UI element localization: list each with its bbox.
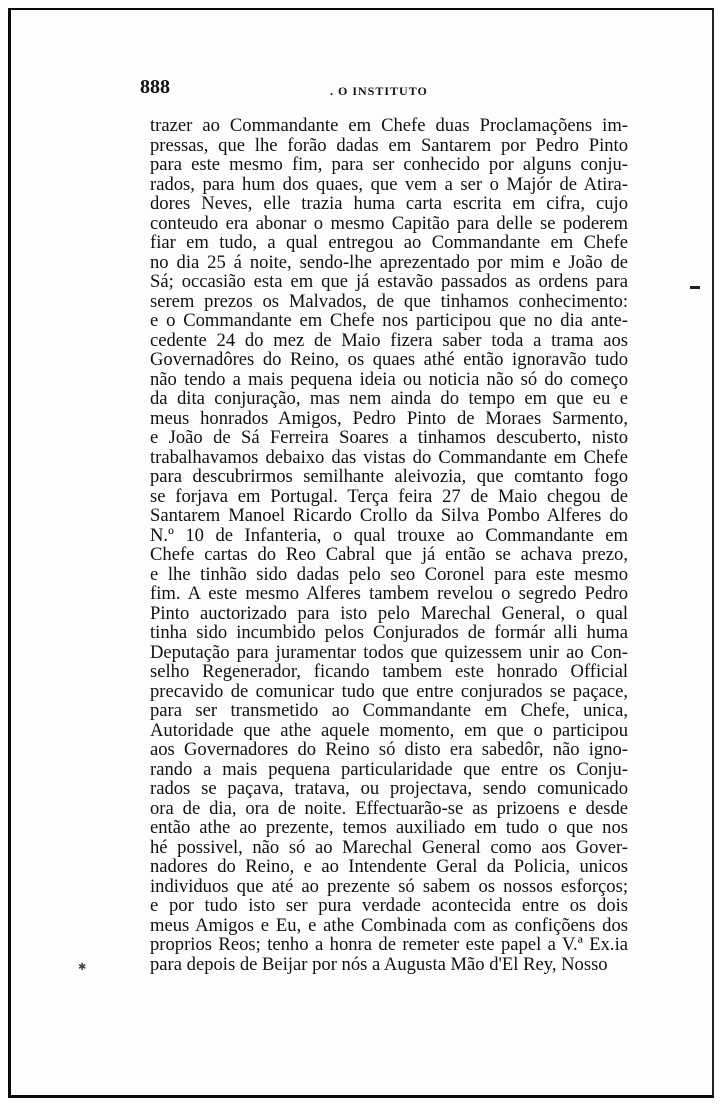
- body-text: [150, 116, 628, 974]
- body-line: rados se paçava, tratava, ou projectava, sendo comunicado: [150, 778, 628, 799]
- margin-dash-mark: [690, 286, 700, 289]
- margin-speck-mark: ✱: [78, 962, 87, 973]
- body-line: tinha sido incumbido pelos Conjurados de formár alli huma: [150, 622, 628, 643]
- body-line: para ser transmetido ao Commandante em Chefe, unica,: [150, 700, 628, 721]
- body-line: da dita conjuração, mas nem ainda do tempo em que eu e: [150, 388, 628, 409]
- body-line: Chefe cartas do Reo Cabral que já então se achava prezo,: [150, 544, 628, 565]
- body-line: para este mesmo fim, para ser conhecido por alguns conju-: [150, 154, 628, 175]
- body-line: serem prezos os Malvados, de que tinhamos conhecimento:: [150, 290, 628, 312]
- body-line: se forjava em Portugal. Terça feira 27 de Maio chegou de: [150, 485, 628, 507]
- body-line: rando a mais pequena particularidade que entre os Conju-: [150, 758, 628, 780]
- body-line: ora de dia, ora de noite. Effectuarão-se as prizoens e desde: [150, 797, 628, 819]
- body-line: Santarem Manoel Ricardo Crollo da Silva Pombo Alferes do: [150, 505, 628, 526]
- page-number: 888: [140, 76, 170, 98]
- body-line: dores Neves, elle trazia huma carta escrita em cifra, cujo: [150, 193, 628, 214]
- body-line: meus Amigos e Eu, e athe Combinada com as confiçõens dos: [150, 914, 628, 936]
- body-line: Governadôres do Reino, os quaes athé então ignoravão tudo: [150, 349, 628, 370]
- running-title-text: O INSTITUTO: [338, 84, 428, 98]
- body-line: precavido de comunicar tudo que entre conjurados se paçace,: [150, 680, 628, 702]
- body-line: trabalhavamos debaixo das vistas do Commandante em Chefe: [150, 446, 628, 468]
- body-line: cedente 24 do mez de Maio fizera saber toda a trama aos: [150, 329, 628, 351]
- body-line: fiar em tudo, a qual entregou ao Commandante em Chefe: [150, 232, 628, 253]
- body-line: meus honrados Amigos, Pedro Pinto de Moraes Sarmento,: [150, 407, 628, 429]
- body-line: Sá; occasião esta em que já estavão passados as ordens para: [150, 271, 628, 292]
- body-line: N.º 10 de Infanteria, o qual trouxe ao Commandante em: [150, 524, 628, 546]
- body-line: não tendo a mais pequena ideia ou noticia não só do começo: [150, 368, 628, 390]
- body-line: Autoridade que athe aquele momento, em que o participou: [150, 719, 628, 741]
- body-line: proprios Reos; tenho a honra de remeter este papel a V.ª Ex.ia: [150, 934, 628, 955]
- body-line: para descubrirmos semilhante aleivozia, que comtanto fogo: [150, 466, 628, 487]
- body-line: aos Governadores do Reino só disto era sabedôr, não igno-: [150, 739, 628, 760]
- body-line: Deputação para juramentar todos que quizessem unir ao Con-: [150, 641, 628, 663]
- body-line: então athe ao prezente, temos auxiliado em tudo o que nos: [150, 817, 628, 838]
- running-title-dot: .: [330, 84, 334, 98]
- running-title: [330, 84, 428, 99]
- body-line: rados, para hum dos quaes, que vem a ser o Majór de Atira-: [150, 173, 628, 195]
- body-line: e o Commandante em Chefe nos participou que no dia ante-: [150, 310, 628, 331]
- body-line: hé possivel, não só ao Marechal General como aos Gover-: [150, 836, 628, 858]
- body-line: fim. A este mesmo Alferes tambem revelou o segredo Pedro: [150, 583, 628, 604]
- body-line: no dia 25 á noite, sendo-lhe aprezentado por mim e João de: [150, 251, 628, 273]
- body-line: selho Regenerador, ficando tambem este honrado Official: [150, 661, 628, 682]
- body-line: para depois de Beijar por nós a Augusta Mão d'El Rey, Nosso: [150, 953, 608, 975]
- body-line: e João de Sá Ferreira Soares a tinhamos descuberto, nisto: [150, 427, 628, 448]
- body-line: individuos que até ao prezente só sabem os nossos esforços;: [150, 875, 628, 897]
- body-line: pressas, que lhe forão dadas em Santarem por Pedro Pinto: [150, 134, 628, 156]
- body-line: nadores do Reino, e ao Intendente Geral da Policia, unicos: [150, 856, 628, 877]
- body-line: e por tudo isto ser pura verdade acontecida entre os dois: [150, 895, 628, 916]
- body-line: Pinto auctorizado para isto pelo Marechal General, o qual: [150, 602, 628, 624]
- body-line: trazer ao Commandante em Chefe duas Proclamaçõens im-: [150, 115, 628, 136]
- body-line: conteudo era abonar o mesmo Capitão para delle se poderem: [150, 212, 628, 234]
- body-line: e lhe tinhão sido dadas pelo seo Coronel para este mesmo: [150, 563, 628, 585]
